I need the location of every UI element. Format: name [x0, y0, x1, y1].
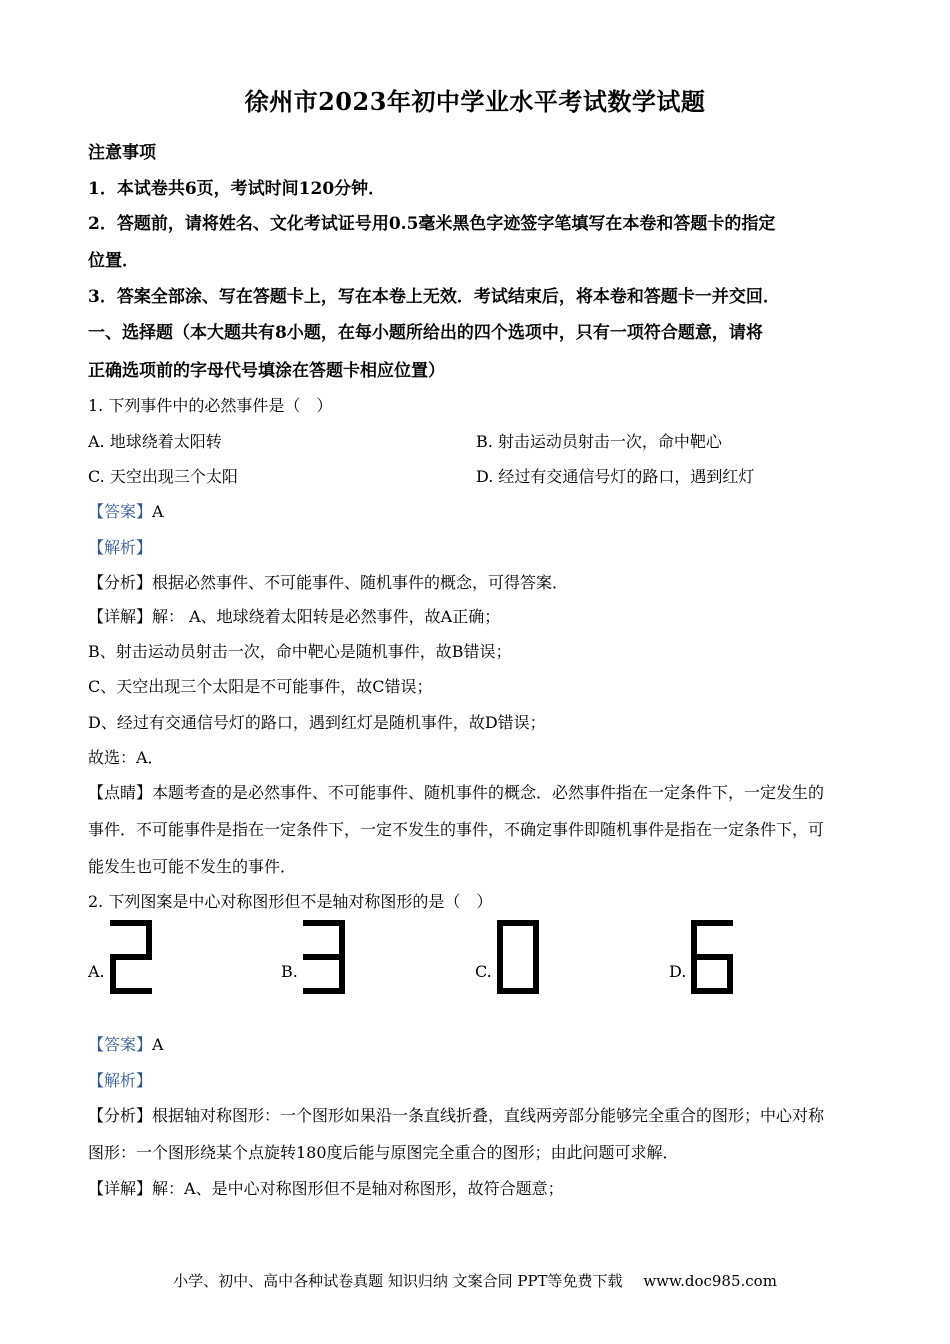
q2-fenxi-text1: 根据轴对称图形：一个图形如果沿一条直线折叠，直线两旁部分能够完全重合的图形；中心对称: [152, 1106, 825, 1125]
q1-stem: 1. 下列事件中的必然事件是（ ）: [88, 396, 333, 415]
digit-2-figure: [106, 920, 156, 994]
q1-answer: A: [152, 502, 164, 521]
footer-url[interactable]: www.doc985.com: [643, 1272, 777, 1290]
q1-choice: 故选：A．: [88, 748, 164, 767]
q1-dianjing-line3: 能发生也可能不发生的事件．: [88, 857, 297, 876]
q2-options: [88, 920, 808, 1000]
q1-explain-d: D、经过有交通信号灯的路口，遇到红灯是随机事件，故D错误；: [88, 713, 546, 732]
dianjing-tag: 【点睛】: [88, 783, 153, 802]
q1-explain-c: C、天空出现三个太阳是不可能事件，故C错误；: [88, 677, 433, 696]
q1-option-d: D. 经过有交通信号灯的路口，遇到红灯: [476, 467, 755, 486]
q2-option-b-label: B.: [281, 962, 298, 981]
notice-item-2: 2．答题前，请将姓名、文化考试证号用0.5毫米黑色字迹签字笔填写在本卷和答题卡的指定: [88, 214, 776, 234]
page-title: 徐州市2023年初中学业水平考试数学试题: [244, 87, 706, 116]
q1-fenxi: 根据必然事件、不可能事件、随机事件的概念，可得答案．: [152, 573, 569, 592]
q1-option-c: C. 天空出现三个太阳: [88, 467, 238, 486]
q1-dianjing-text1: 本题考查的是必然事件、不可能事件、随机事件的概念．必然事件指在一定条件下，一定发生的: [152, 783, 825, 802]
q2-xiangjie-line: [88, 1179, 862, 1199]
q1-option-a: A. 地球绕着太阳转: [88, 432, 222, 451]
digit-0-figure: [493, 920, 543, 994]
q1-analysis-tag: 【解析】: [88, 538, 153, 557]
q2-option-a-label: A.: [88, 962, 105, 981]
q2-option-d-label: D.: [669, 962, 687, 981]
q1-dianjing-line2: 事件．不可能事件是指在一定条件下，一定不发生的事件，不确定事件即随机事件是指在一定条件下，可: [88, 820, 825, 839]
q2-answer-line: [88, 1035, 862, 1055]
fenxi-tag: 【分析】: [88, 573, 153, 592]
digit-3-figure: [299, 920, 349, 994]
digit-6-figure: [687, 920, 737, 994]
notice-item-3: 3．答案全部涂、写在答题卡上，写在本卷上无效．考试结束后，将本卷和答题卡一并交回．: [88, 287, 780, 307]
notice-item-1: 1．本试卷共6页，考试时间120分钟．: [88, 179, 386, 199]
xiangjie-tag: 【详解】: [88, 1179, 153, 1198]
q1-xiangjie: 解： A、地球绕着太阳转是必然事件，故A正确；: [152, 607, 501, 626]
answer-tag: 【答案】: [88, 502, 153, 521]
q2-xiangjie: 解：A、是中心对称图形但不是轴对称图形，故符合题意；: [152, 1179, 564, 1198]
q1-xiangjie-line: [88, 607, 862, 627]
page-footer: [0, 1270, 950, 1291]
q1-option-b: B. 射击运动员射击一次，命中靶心: [476, 432, 722, 451]
section-heading-line1: 一、选择题（本大题共有8小题，在每小题所给出的四个选项中，只有一项符合题意，请将: [88, 323, 763, 343]
q1-explain-b: B、射击运动员射击一次，命中靶心是随机事件，故B错误；: [88, 642, 512, 661]
footer-slogan: 小学、初中、高中各种试卷真题 知识归纳 文案合同 PPT等免费下载: [173, 1272, 623, 1290]
q2-option-c-label: C.: [475, 962, 492, 981]
q1-answer-line: [88, 502, 862, 522]
q1-fenxi-line: [88, 573, 862, 593]
notice-heading: 注意事项: [88, 143, 156, 163]
q2-analysis-tag: 【解析】: [88, 1071, 153, 1090]
xiangjie-tag: 【详解】: [88, 607, 153, 626]
notice-item-2-cont: 位置．: [88, 251, 139, 271]
q2-fenxi-line1: [88, 1106, 862, 1126]
fenxi-tag: 【分析】: [88, 1106, 153, 1125]
q2-answer: A: [152, 1035, 164, 1054]
answer-tag: 【答案】: [88, 1035, 153, 1054]
q1-dianjing-line1: [88, 783, 862, 803]
q2-stem: 2. 下列图案是中心对称图形但不是轴对称图形的是（ ）: [88, 892, 493, 911]
section-heading-line2: 正确选项前的字母代号填涂在答题卡相应位置）: [88, 361, 445, 381]
q2-fenxi-line2: 图形：一个图形绕某个点旋转180度后能与原图完全重合的图形；由此问题可求解．: [88, 1143, 679, 1162]
